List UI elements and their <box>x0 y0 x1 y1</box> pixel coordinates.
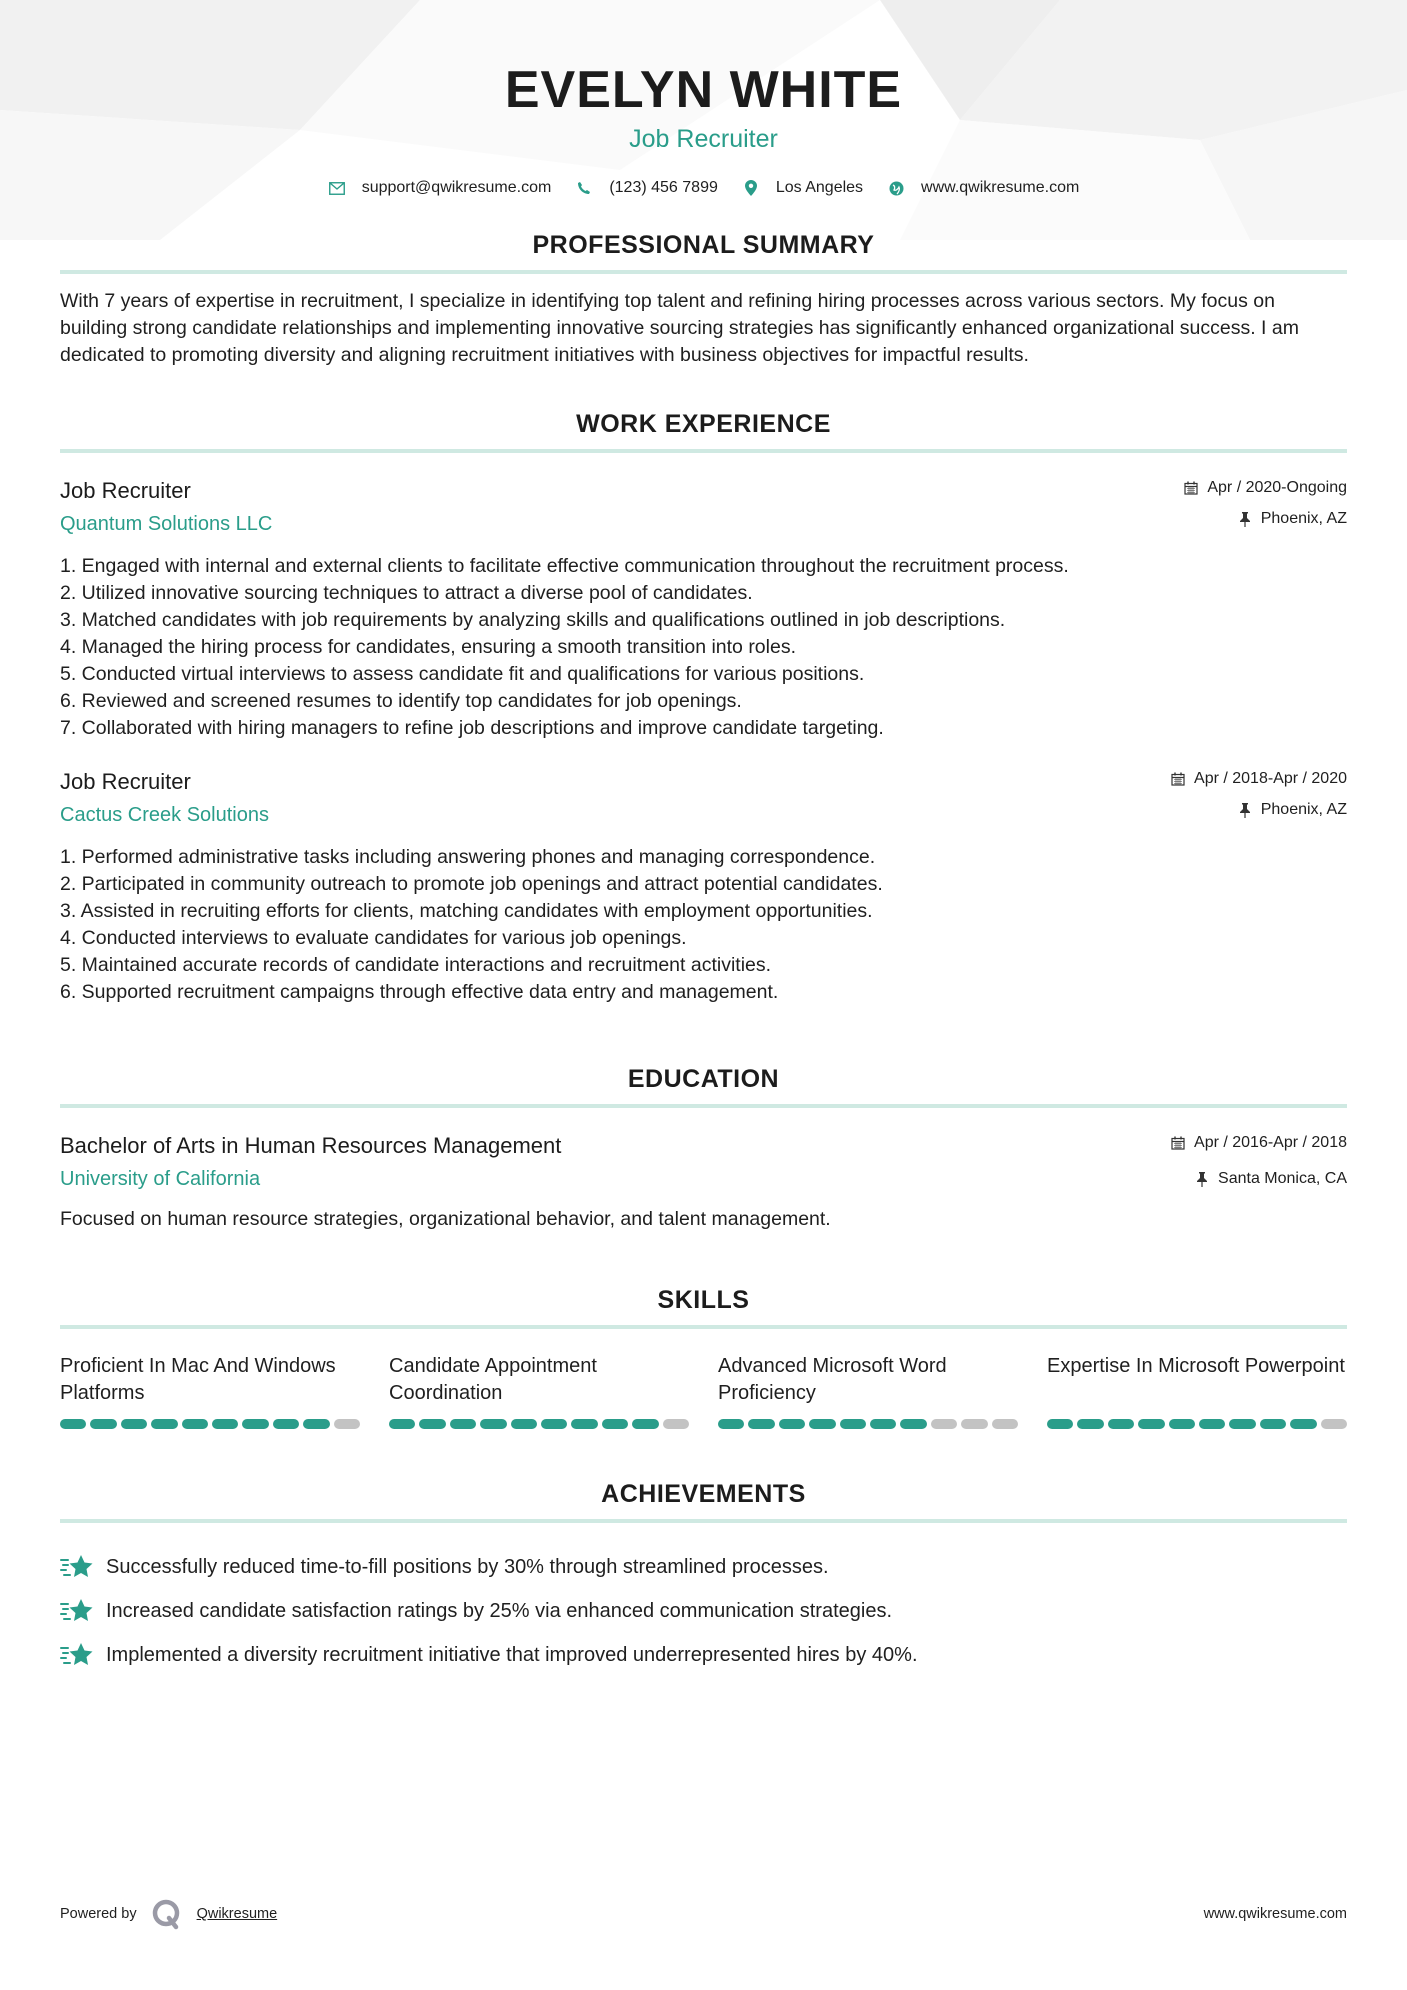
job-location: Phoenix, AZ <box>1260 510 1347 527</box>
list-item: 5. Conducted virtual interviews to assess candidate fit and qualifications for various positions. <box>60 663 865 685</box>
section-divider <box>60 270 1347 274</box>
job-title: Job Recruiter <box>60 769 191 794</box>
skill-segment-empty <box>1321 1419 1347 1429</box>
job-responsibilities <box>60 553 1347 742</box>
footer-website[interactable]: www.qwikresume.com <box>1203 1906 1347 1922</box>
list-item: 2. Participated in community outreach to promote job openings and attract potential candidates. <box>60 873 883 895</box>
experience-section <box>60 409 1347 1006</box>
skill-name: Expertise In Microsoft Powerpoint <box>1047 1355 1345 1377</box>
shooting-star-icon <box>60 1552 94 1582</box>
section-divider <box>60 1519 1347 1523</box>
pushpin-icon <box>1194 1171 1210 1187</box>
list-item: 4. Conducted interviews to evaluate candidates for various job openings. <box>60 927 687 949</box>
skill-segment-empty <box>931 1419 957 1429</box>
achievement-text: Implemented a diversity recruitment initiative that improved underrepresented hires by 40%. <box>106 1643 918 1666</box>
calendar-icon <box>1183 480 1199 496</box>
achievement-text: Successfully reduced time-to-fill positions by 30% through streamlined processes. <box>106 1555 829 1578</box>
achievement-item <box>60 1545 1347 1589</box>
skill-segment-filled <box>779 1419 805 1429</box>
section-divider <box>60 1325 1347 1329</box>
skill-segment-filled <box>242 1419 268 1429</box>
job-dates: Apr / 2018-Apr / 2020 <box>1194 770 1347 787</box>
skill-segment-filled <box>419 1419 445 1429</box>
summary-text: With 7 years of expertise in recruitment, I specialize in identifying top talent and refining hiring processes across various sectors. My focus on building strong candidate relationships and implementing innovative sourcing strategies has significantly enhanced organizational success. I am dedicated to promoting diversity and aligning recruitment initiatives with business objectives for impactful results. <box>60 290 1299 366</box>
list-item: 6. Supported recruitment campaigns through effective data entry and management. <box>60 981 779 1003</box>
skill-segment-filled <box>1077 1419 1103 1429</box>
globe-icon <box>887 179 905 197</box>
skill-segment-filled <box>541 1419 567 1429</box>
section-divider <box>60 449 1347 453</box>
skill-segment-empty <box>663 1419 689 1429</box>
skill-segment-filled <box>303 1419 329 1429</box>
powered-by-label: Powered by <box>60 1906 137 1922</box>
skill-segment-filled <box>389 1419 415 1429</box>
skill-segment-empty <box>334 1419 360 1429</box>
phone-icon <box>575 179 593 197</box>
skill-segment-filled <box>571 1419 597 1429</box>
calendar-icon <box>1170 771 1186 787</box>
skill-segment-empty <box>992 1419 1018 1429</box>
achievement-item <box>60 1589 1347 1633</box>
education-section <box>60 1064 1347 1233</box>
section-title: WORK EXPERIENCE <box>576 410 831 438</box>
phone-text: (123) 456 7899 <box>609 179 718 196</box>
skill-name: Proficient In Mac And Windows Platforms <box>60 1355 336 1404</box>
list-item: 4. Managed the hiring process for candidates, ensuring a smooth transition into roles. <box>60 636 797 658</box>
skill-segment-filled <box>748 1419 774 1429</box>
skill-segment-empty <box>961 1419 987 1429</box>
pushpin-icon <box>1237 802 1253 818</box>
company-name: Cactus Creek Solutions <box>60 804 269 826</box>
list-item: 5. Maintained accurate records of candidate interactions and recruitment activities. <box>60 954 772 976</box>
candidate-name: EVELYN WHITE <box>504 61 903 119</box>
skill-segment-filled <box>121 1419 147 1429</box>
job-responsibilities <box>60 844 1347 1006</box>
skill-segment-filled <box>1169 1419 1195 1429</box>
skill-segment-filled <box>151 1419 177 1429</box>
list-item: 1. Performed administrative tasks including answering phones and managing correspondence. <box>60 846 876 868</box>
skill-segment-filled <box>1138 1419 1164 1429</box>
skill-level-bar <box>718 1419 1018 1429</box>
candidate-role: Job Recruiter <box>629 125 778 153</box>
skill-segment-filled <box>1290 1419 1316 1429</box>
school-name: University of California <box>60 1168 261 1190</box>
list-item: 3. Assisted in recruiting efforts for clients, matching candidates with employment opportunities. <box>60 900 873 922</box>
section-divider <box>60 1104 1347 1108</box>
contact-email[interactable] <box>328 179 552 197</box>
skill-name: Candidate Appointment Coordination <box>389 1355 597 1404</box>
skill-segment-filled <box>900 1419 926 1429</box>
job-dates: Apr / 2020-Ongoing <box>1207 479 1347 496</box>
contact-website[interactable] <box>887 179 1079 197</box>
job-location: Phoenix, AZ <box>1260 801 1347 818</box>
skill-segment-filled <box>90 1419 116 1429</box>
skill-item <box>1047 1353 1347 1429</box>
job-entry <box>60 768 1347 1006</box>
skill-segment-filled <box>718 1419 744 1429</box>
job-title: Job Recruiter <box>60 478 191 503</box>
envelope-icon <box>328 179 346 197</box>
achievements-list <box>60 1545 1347 1677</box>
contact-location <box>742 179 863 197</box>
skill-level-bar <box>60 1419 360 1429</box>
skills-grid <box>60 1353 1347 1429</box>
skill-segment-filled <box>632 1419 658 1429</box>
skill-segment-filled <box>182 1419 208 1429</box>
job-entry <box>60 477 1347 742</box>
education-entry <box>60 1132 1347 1233</box>
skills-section <box>60 1285 1347 1429</box>
map-pin-icon <box>742 179 760 197</box>
skill-item <box>60 1353 360 1429</box>
skill-segment-filled <box>1047 1419 1073 1429</box>
skill-segment-filled <box>511 1419 537 1429</box>
skill-segment-filled <box>1229 1419 1255 1429</box>
skill-segment-filled <box>870 1419 896 1429</box>
summary-section <box>60 230 1347 369</box>
section-title: PROFESSIONAL SUMMARY <box>532 231 875 259</box>
skill-level-bar <box>1047 1419 1347 1429</box>
pushpin-icon <box>1237 511 1253 527</box>
skill-item <box>389 1353 689 1429</box>
section-title: SKILLS <box>657 1286 750 1314</box>
skill-item <box>718 1353 1018 1429</box>
shooting-star-icon <box>60 1596 94 1626</box>
skill-segment-filled <box>602 1419 628 1429</box>
calendar-icon <box>1170 1135 1186 1151</box>
skill-level-bar <box>389 1419 689 1429</box>
achievements-section <box>60 1479 1347 1677</box>
education-location: Santa Monica, CA <box>1218 1170 1347 1187</box>
skill-segment-filled <box>480 1419 506 1429</box>
skill-segment-filled <box>809 1419 835 1429</box>
qwikresume-link[interactable]: Qwikresume <box>196 1906 278 1922</box>
education-description: Focused on human resource strategies, organizational behavior, and talent management. <box>60 1208 831 1230</box>
website-text: www.qwikresume.com <box>921 179 1080 196</box>
skill-segment-filled <box>1260 1419 1286 1429</box>
list-item: 7. Collaborated with hiring managers to refine job descriptions and improve candidate targeting. <box>60 717 884 739</box>
contact-phone[interactable] <box>575 179 718 197</box>
company-name: Quantum Solutions LLC <box>60 513 273 535</box>
achievement-item <box>60 1633 1347 1677</box>
skill-name: Advanced Microsoft Word Proficiency <box>718 1355 947 1404</box>
skill-segment-filled <box>60 1419 86 1429</box>
skill-segment-filled <box>1108 1419 1134 1429</box>
qwikresume-logo-icon <box>151 1898 183 1930</box>
list-item: 3. Matched candidates with job requirements by analyzing skills and qualifications outlined in job descriptions. <box>60 609 1006 631</box>
contact-bar <box>60 174 1347 202</box>
footer <box>60 1898 1347 1930</box>
list-item: 6. Reviewed and screened resumes to identify top candidates for job openings. <box>60 690 742 712</box>
section-title: EDUCATION <box>627 1065 780 1093</box>
email-text: support@qwikresume.com <box>361 179 552 196</box>
list-item: 2. Utilized innovative sourcing techniques to attract a diverse pool of candidates. <box>60 582 753 604</box>
section-title: ACHIEVEMENTS <box>601 1480 806 1508</box>
list-item: 1. Engaged with internal and external clients to facilitate effective communication throughout the recruitment process. <box>60 555 1069 577</box>
location-text: Los Angeles <box>775 179 864 196</box>
skill-segment-filled <box>1199 1419 1225 1429</box>
skill-segment-filled <box>273 1419 299 1429</box>
education-dates: Apr / 2016-Apr / 2018 <box>1194 1134 1347 1151</box>
shooting-star-icon <box>60 1640 94 1670</box>
skill-segment-filled <box>212 1419 238 1429</box>
skill-segment-filled <box>450 1419 476 1429</box>
degree-title: Bachelor of Arts in Human Resources Management <box>60 1133 562 1158</box>
skill-segment-filled <box>840 1419 866 1429</box>
achievement-text: Increased candidate satisfaction ratings by 25% via enhanced communication strategies. <box>106 1599 893 1622</box>
